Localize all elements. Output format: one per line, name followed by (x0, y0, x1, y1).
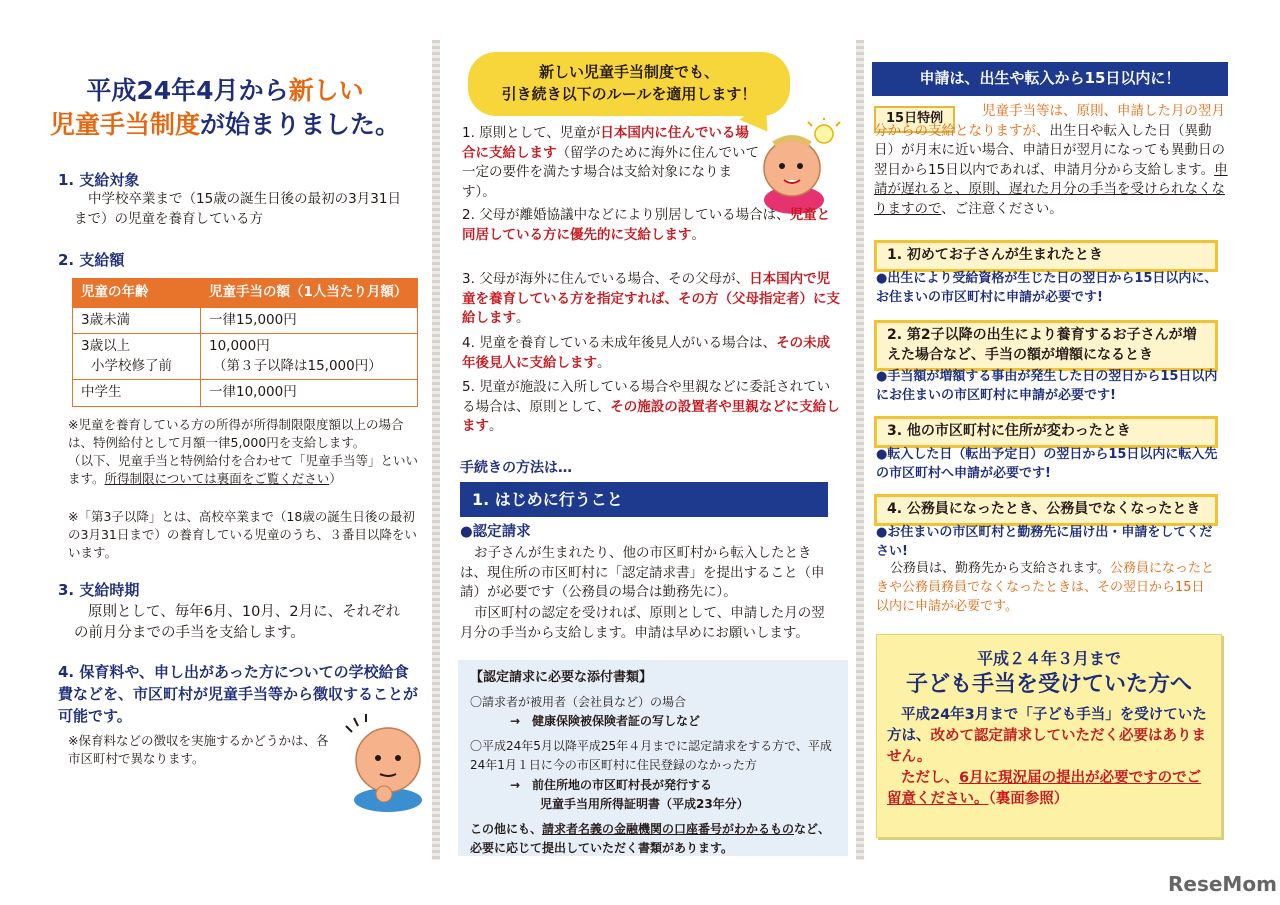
note-income-limit: ※児童を養育している方の所得が所得制限限度額以上の場合は、特例給付として月額一律5,000円を支給します。 （以下、児童手当と特例給付を合わせて「児童手当等」といいます。所得制限については裏面をご覧ください） (68, 417, 419, 487)
note-collection: ※保育料などの徴収を実施するかどうかは、各市区町村で異なります。 (68, 733, 329, 767)
case-body-extra: 公務員は、勤務先から支給されます。公務員になったときや公務員務員でなくなったときは、その翌日から15日以内に申請が必要です。 (876, 561, 1214, 614)
section-timing-body: 原則として、毎年6月、10月、2月に、それぞれの前月分までの手当を支給します。 (74, 604, 401, 642)
table-header-row (73, 279, 418, 308)
case-body: ●出生により受給資格が生じた日の翌日から15日以内に、お住まいの市区町村に申請が必要です! (876, 271, 1218, 305)
rule-item: 2. 父母が離婚協議中などにより別居している場合は、児童と同居している方に優先的に支給します。 (462, 207, 831, 243)
column-divider (856, 40, 864, 860)
rule-item: 3. 父母が海外に住んでいる場合、その父母が、日本国内で児童を養育している方を指定すれば、その方（父母指定者）に支給します。 (462, 271, 840, 327)
deadline-bar: 申請は、出生や転入から15日以内に！ (872, 62, 1228, 96)
main-title: 平成24年4月から新しい 児童手当制度が始まりました。 (49, 76, 401, 139)
procedure-label: 手続きの方法は… (460, 460, 572, 476)
section-timing-heading: 3. 支給時期 (58, 581, 140, 599)
case-body: ●手当額が増額する事由が発生した日の翌日から15日以内にお住まいの市区町村に申請が必要です! (876, 369, 1218, 403)
column-middle (444, 0, 854, 905)
section-collection-heading: 4. 保育料や、申し出があった方についての学校給食費などを、市区町村が児童手当等から徴収することが可能です。 (58, 663, 419, 725)
case-heading: 3. 他の市区町村に住所が変わったとき (874, 416, 1218, 448)
table-header-age: 児童の年齢 (73, 279, 201, 308)
case-body: ●転入した日（転出予定日）の翌日から15日以内に転入先の市区町村へ申請が必要です! (876, 447, 1218, 481)
rules-speech-bubble: 新しい児童手当制度でも、 引き続き以下のルールを適用します！ (468, 52, 790, 116)
column-right (866, 0, 1280, 905)
nintei-heading: ●認定請求 (460, 524, 531, 540)
case-body: ●お住まいの市区町村と勤務先に届け出・申請をしてください! (876, 525, 1213, 559)
table-row: 中学生 一律10,000円 (73, 380, 418, 407)
column-divider (432, 40, 440, 860)
baby-thinking-illustration (344, 712, 430, 812)
case-heading: 4. 公務員になったとき、公務員でなくなったとき (874, 494, 1218, 526)
nintei-paragraph: お子さんが生まれたり、他の市区町村から転入したときは、現住所の市区町村に「認定請求書」を提出すること（申請）が必要です（公務員の場合は勤務先に）。 (460, 545, 825, 601)
income-limit-link[interactable]: 所得制限については裏面をご覧ください (104, 471, 330, 487)
former-child-allowance-note: 平成２４年３月まで 子ども手当を受けていた方へ 平成24年3月まで「子ども手当」を受けていた方は、改めて認定請求していただく必要はありません。 ただし、6月に現況届の提出が必要ですのでご留意ください。（裏面参照） (876, 634, 1222, 838)
section-eligibility-heading: 1. 支給対象 (58, 171, 140, 189)
rule-item: 5. 児童が施設に入所している場合や里親などに委託されている場合は、原則として、その施設の設置者や里親などに支給します。 (462, 379, 840, 435)
special-rule-text: 児童手当等は、原則、申請した月の翌月分からの支給となりますが、出生日や転入した日（異動日）が月末に近い場合、申請日が翌月になっても異動日の翌日から15日以内であれば、申請月分から支給します。申請が遅れると、原則、遅れた月分の手当を受けられなくなりますので、ご注意ください。 (874, 103, 1228, 217)
required-documents-box: 【認定請求に必要な添付書類】 〇請求者が被用者（会社員など）の場合 → 健康保険被保険者証の写しなど 〇平成24年5月以降平成25年４月までに認定請求をする方で、平成24年1月１日に今の市区町村に住民登録のなかった方 → 前住所地の市区町村長が発行する 児童手当用所得証明書（平成23年分） この他にも、請求者名義の金融機関の口座番号がわかるものなど、必要に応じて提出していただく書類があります。 (458, 660, 848, 856)
special-rule-tag: 15日特例 (874, 106, 955, 133)
section-amount-heading: 2. 支給額 (58, 251, 125, 269)
table-row: 3歳未満 一律15,000円 (73, 307, 418, 334)
docs-heading: 【認定請求に必要な添付書類】 (470, 670, 653, 685)
nintei-paragraph: 市区町村の認定を受ければ、原則として、申請した月の翌月分の手当から支給します。申請は早めにお願いします。 (460, 605, 825, 641)
rule-item: 1. 原則として、児童が日本国内に住んでいる場合に支給します（留学のために海外に住んでいて一定の要件を満たす場合は支給対象になります）。 (462, 125, 759, 200)
baby-idea-illustration (752, 118, 844, 214)
table-row: 3歳以上 小学校修了前 10,000円 （第３子以降は15,000円） (73, 334, 418, 380)
case-heading: 2. 第2子以降の出生により養育するお子さんが増えた場合など、手当の額が増額になるとき (874, 320, 1218, 371)
note-third-child: ※「第3子以降」とは、高校卒業まで（18歳の誕生日後の最初の3月31日まで）の養育している児童のうち、３番目以降をいいます。 (68, 509, 417, 561)
amount-table (72, 278, 418, 407)
rule-item: 4. 児童を養育している未成年後見人がいる場合は、その未成年後見人に支給します。 (462, 335, 831, 371)
procedure-step-bar: 1. はじめに行うこと (460, 482, 828, 517)
resemom-logo: ReseMom (1168, 872, 1277, 896)
column-left (0, 0, 430, 905)
section-eligibility-body: 中学校卒業まで（15歳の誕生日後の最初の3月31日まで）の児童を養育している方 (74, 191, 401, 227)
case-heading: 1. 初めてお子さんが生まれたとき (874, 240, 1218, 272)
table-header-amount: 児童手当の額（1人当たり月額） (201, 279, 418, 308)
